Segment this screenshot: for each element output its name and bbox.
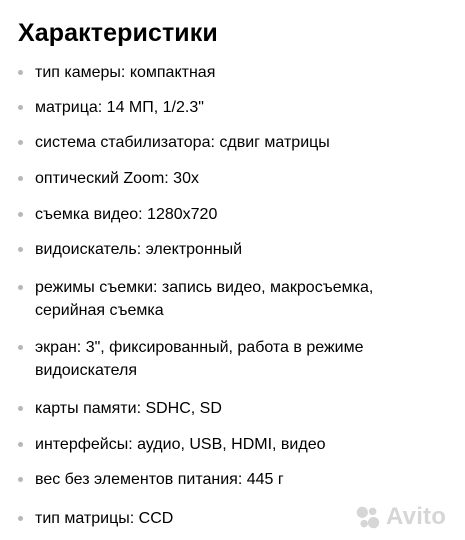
bullet-icon (18, 140, 23, 145)
spec-text: интерфейсы: аудио, USB, HDMI, видео (35, 436, 326, 453)
spec-text: режимы съемки: запись видео, макросъемка, серийная съемка (35, 279, 374, 319)
list-item (18, 96, 438, 119)
bullet-icon (18, 176, 23, 181)
spec-text: вес без элементов питания: 445 г (35, 471, 284, 488)
bullet-icon (18, 105, 23, 110)
bullet-icon (18, 406, 23, 411)
spec-text: оптический Zoom: 30x (35, 170, 199, 187)
spec-text: видоискатель: электронный (35, 241, 243, 258)
list-item (18, 131, 438, 154)
list-item (18, 203, 438, 226)
page-title: Характеристики (18, 19, 218, 47)
list-item (18, 507, 438, 530)
spec-text: матрица: 14 МП, 1/2.3" (35, 99, 204, 116)
list-item (18, 336, 438, 382)
bullet-icon (18, 516, 23, 521)
list-item (18, 397, 438, 420)
bullet-icon (18, 345, 23, 350)
bullet-icon (18, 477, 23, 482)
spec-text: тип матрицы: CCD (35, 510, 174, 527)
list-item (18, 276, 438, 322)
spec-text: карты памяти: SDHC, SD (35, 400, 222, 417)
spec-text: съемка видео: 1280x720 (35, 206, 218, 223)
bullet-icon (18, 285, 23, 290)
watermark-text: Avito (386, 503, 447, 530)
spec-text: тип камеры: компактная (35, 64, 216, 81)
bullet-icon (18, 70, 23, 75)
bullet-icon (18, 442, 23, 447)
list-item (18, 468, 438, 491)
bullet-icon (18, 212, 23, 217)
list-item (18, 433, 438, 456)
list-item (18, 167, 438, 190)
list-item (18, 61, 438, 84)
list-item (18, 238, 438, 261)
bullet-icon (18, 247, 23, 252)
spec-text: экран: 3", фиксированный, работа в режиме видоискателя (35, 339, 364, 379)
spec-text: система стабилизатора: сдвиг матрицы (35, 134, 330, 151)
